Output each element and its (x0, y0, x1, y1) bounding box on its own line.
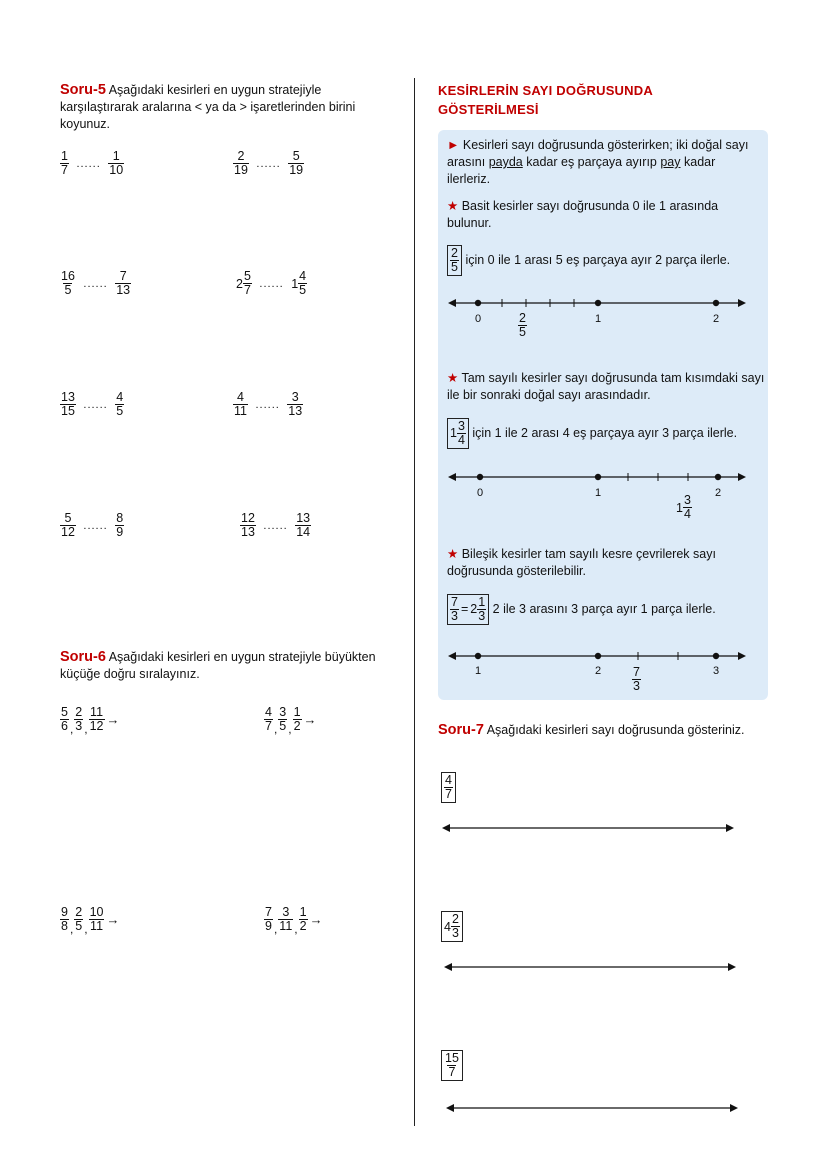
answer-blank[interactable]: ...... (256, 157, 281, 170)
section-title: KESİRLERİN SAYI DOĞRUSUNDA GÖSTERİLMESİ (438, 83, 653, 117)
order-item: $\frac{5}{6}$ , $\frac{2}{3}$ , $\frac{11}{12}$ → (61, 705, 120, 736)
answer-blank[interactable]: ...... (263, 519, 288, 532)
compare-item: $\frac{4}{11}$ ...... $\frac{3}{13}$ (234, 390, 303, 418)
soru7-fraction-3: 15 7 (441, 1050, 463, 1081)
number-line-1-mark: $\frac{2}{5}$ (519, 311, 526, 339)
soru6-text: Aşağıdaki kesirleri en uygun stratejiyle büyükten küçüğe doğru sıralayınız. (60, 650, 376, 681)
number-line-1 (444, 290, 754, 352)
arrow-right-icon: → (303, 712, 317, 727)
soru7-fraction-1: 4 7 (441, 772, 456, 803)
tick-label: 1 (474, 665, 482, 677)
star-bullet-icon: ★ (447, 199, 459, 213)
soru7-prompt (438, 722, 758, 739)
star-bullet-icon: ★ (447, 547, 459, 561)
soru5-text: Aşağıdaki kesirleri en uygun stratejiyle karşılaştırarak aralarına < ya da > işaretlerinden birini koyunuz. (60, 83, 356, 131)
number-line-2-mark: 1 $\frac{3}{4}$ (676, 493, 691, 521)
soru5-label: Soru-5 (60, 82, 106, 98)
number-line-3 (444, 644, 754, 684)
answer-number-line-2[interactable] (440, 957, 750, 977)
soru7-label: Soru-7 (438, 722, 484, 738)
tick-label: 3 (712, 665, 720, 677)
soru6-label: Soru-6 (60, 649, 106, 665)
answer-blank[interactable]: ...... (259, 277, 284, 290)
compare-item: $\frac{2}{19}$ ...... $\frac{5}{19}$ (234, 149, 304, 177)
tick-label: 2 (594, 665, 602, 677)
number-line-2 (444, 464, 754, 504)
info-paragraph-4: ★ Bileşik kesirler tam sayılı kesre çevrilerek sayı doğrusunda gösterilebilir. (447, 547, 716, 578)
info-paragraph-2: ★ Basit kesirler sayı doğrusunda 0 ile 1 arasında bulunur. (447, 199, 719, 230)
answer-blank[interactable]: ...... (83, 277, 108, 290)
soru7-fraction-2: 4 2 3 (441, 911, 463, 942)
tick-label: 1 (594, 313, 602, 325)
answer-blank[interactable]: ...... (83, 398, 108, 411)
answer-blank[interactable]: ...... (83, 519, 108, 532)
triangle-bullet-icon: ► (447, 138, 460, 152)
column-divider (414, 78, 415, 1126)
compare-item: 2 $\frac{5}{7}$ ...... 1 $\frac{4}{5}$ (236, 269, 307, 297)
compare-item: $\frac{1}{7}$ ...... $\frac{1}{10}$ (61, 149, 124, 177)
example-1: 2 5 için 0 ile 1 arası 5 eş parçaya ayır 2 parça ilerle. (447, 245, 769, 276)
compare-item: $\frac{16}{5}$ ...... $\frac{7}{13}$ (61, 269, 131, 297)
tick-label: 2 (712, 313, 720, 325)
tick-label: 0 (476, 487, 484, 499)
info-paragraph-3: ★ Tam sayılı kesirler sayı doğrusunda tam kısımdaki sayı ile bir sonraki doğal sayı arasındadır. (447, 371, 765, 402)
arrow-right-icon: → (106, 912, 120, 927)
compare-item: $\frac{13}{15}$ ...... $\frac{4}{5}$ (61, 390, 124, 418)
answer-blank[interactable]: ...... (76, 157, 101, 170)
example-3: $\frac{7}{3}$ = 2 1 3 2 ile 3 arasını 3 parça ayır 1 parça ilerle. (447, 594, 777, 625)
example-2: 1 3 4 için 1 ile 2 arası 4 eş parçaya ayır 3 parça ilerle. (447, 418, 777, 449)
arrow-right-icon: → (309, 912, 323, 927)
order-item: $\frac{7}{9}$ , $\frac{3}{11}$ , $\frac{1}{2}$ → (265, 905, 323, 936)
compare-item: $\frac{5}{12}$ ...... $\frac{8}{9}$ (61, 511, 124, 539)
tick-label: 0 (474, 313, 482, 325)
star-bullet-icon: ★ (447, 371, 459, 385)
order-item: $\frac{9}{8}$ , $\frac{2}{5}$ , $\frac{10}{11}$ → (61, 905, 120, 936)
tick-label: 2 (714, 487, 722, 499)
soru6-prompt (60, 649, 395, 683)
compare-item: $\frac{12}{13}$ ...... $\frac{13}{14}$ (241, 511, 311, 539)
answer-number-line-3[interactable] (442, 1098, 752, 1118)
answer-blank[interactable]: ...... (255, 398, 280, 411)
number-line-3-mark: $\frac{7}{3}$ (633, 665, 640, 693)
order-item: $\frac{4}{7}$ , $\frac{3}{5}$ , $\frac{1}{2}$ → (265, 705, 317, 736)
soru7-text: Aşağıdaki kesirleri sayı doğrusunda gösteriniz. (486, 723, 745, 737)
arrow-right-icon: → (106, 712, 120, 727)
info-paragraph-1: ► Kesirleri sayı doğrusunda gösterirken; iki doğal sayı arasını payda kadar eş parçaya ayırıp pay kadar ilerleriz. (447, 138, 749, 186)
answer-number-line-1[interactable] (438, 818, 748, 838)
tick-label: 1 (594, 487, 602, 499)
soru5-prompt (60, 82, 395, 133)
